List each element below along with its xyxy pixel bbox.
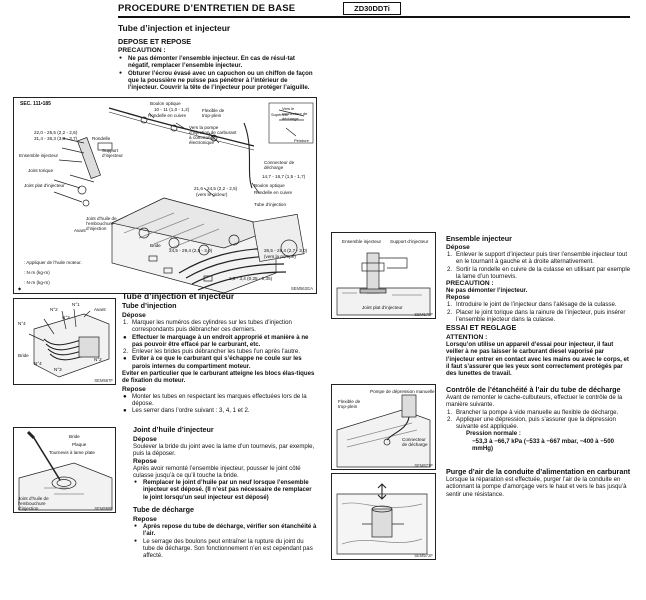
step-item: 1. Enlever le support d’injecteur puis tirer l’ensemble injecteur tout en le tournant à gauche et à droite alternativement. [447,251,628,266]
install-bullets [133,479,317,501]
install-label: Repose [446,294,470,302]
label-torque-b: 31,4 - 36,3 (3,3 - 3,7) [34,136,78,141]
legend-apply-oil: : Appliquer de l’huile moteur. [24,260,82,265]
label-torque-d: 21,6 - 24,5 (2,2 - 2,5) [194,186,238,191]
section-spill-tube [133,505,317,559]
bullet-item: ● Le serrage des boulons peut entraîner la rupture du joint du tube de décharge. Son fonctionnement n’en est cependant pas affecté. [133,538,317,560]
section-title: Purge d’air de la conduite d’alimentation en carburant [446,467,631,476]
section-injection-tube [122,291,318,415]
section-injector-assembly [446,234,632,323]
figure-injector-assembly [331,232,436,319]
step-item: 1. Introduire le joint de l’injecteur dans l’alésage de la culasse. [447,301,617,309]
install-label: Repose [133,457,157,465]
label-overflow-hose: Flexible de trop-plein [338,399,361,409]
precaution-item: ● Ne pas démonter l’ensemble injecteur. En cas de résul-tat négatif, remplacer l’ensemble injecteur. [118,55,313,70]
section-title: Joint d’huile d’injecteur [133,425,214,434]
precaution-item: ● Obturer l’écrou évasé avec un capuchon ou un chiffon de façon que la poussière ne puisse pas pénétrer à l’intérieur de l’injecteur. Couvrir la tête de l’injecteur pour protéger l’aiguille. [118,70,313,92]
figure-ref: SEM571F [414,463,433,468]
attention-text: Lorsqu’on utilise un appareil d’essai pour injecteur, il faut veiller à ne pas laisser le carburant diesel vaporisé par l’injecteur entrer en contact avec les mains ou avec le corps, et il faut s’assurer que les yeux sont correctement protégés par des lunettes de travail. [446,341,629,378]
legend-nm-2: : N·m (kg-m) [24,280,50,285]
attention-label: ATTENTION : [446,334,488,341]
engine-code-badge: ZD30DDTi [343,2,401,15]
label-clamp: Bride [18,353,29,358]
label-paint: Peinture [294,138,309,143]
precaution-list [118,55,313,91]
label-torque-e: 24,5 - 29,4 (2,5 - 3,0) [169,248,213,253]
section-title: Tube de décharge [133,505,194,514]
label-torque-c: 14,7 - 16,7 (1,5 - 1,7) [262,174,306,179]
install-steps [446,301,632,323]
install-bullets [133,523,317,559]
label-to-nozzle: (vers le gicleur) [196,192,228,197]
step-item: 2. Sortir la rondelle en cuivre de la culasse en utilisant par exemple la lame d’un tournevis. [447,265,631,280]
section-injector-oil-seal [133,425,317,501]
figure-ref: SEM572F [414,553,433,558]
label-no2b: N°2 [94,357,102,362]
figure-ref: SEM563GA [290,286,313,291]
label-front: Avant [74,228,86,233]
intro-text: Avant de remonter le cache-culbuteurs, effectuer le contrôle de la manière suivante. [446,394,623,409]
label-injection-oil-seal: Joint d’huile de l’embouchure d’injection [18,496,49,511]
label-front: Avant [94,307,106,312]
label-overflow-hose: Flexible de trop-plein [202,108,225,118]
vacuum-test-drawing [332,385,435,469]
subsection-title: Tube d’injection [122,301,177,310]
label-injector-gasket: Joint plat d’injecteur [24,183,65,188]
label-injector-support: Support d’injecteur [390,239,429,244]
label-injector-gasket: Joint plat d’injecteur [362,305,403,310]
priming-pump-drawing [332,474,435,559]
label-eye-bolt: Boulon optique [150,101,181,106]
figure-ref: SEM570F [414,312,433,317]
bleeding-text: Lorsque la réparation est effectuée, purger l’air de la conduite en actionnant la pompe d’amorçage vers le haut et vers le bas jusqu’à sentir une résistance. [446,476,627,498]
label-to-pump-2: (vers la pompe) [264,254,296,259]
figure-ref: SEM567F [94,378,113,383]
figure-ref: SEM568F [94,506,113,511]
section-title: Tube d’injection et injecteur [118,23,231,33]
pressure-value: −53,3 à −66,7 kPa (−533 à −667 mbar, −400 à −500 mmHg) [472,437,614,453]
label-upper: Supérieur [271,112,289,117]
install-label: Repose [122,385,146,393]
page-header-title: PROCEDURE D’ENTRETIEN DE BASE [118,3,296,14]
step-item: 1. Marquer les numéros des cylindres sur les tubes d’injection correspondants puis débrancher ces derniers. [123,319,292,334]
removal-label: Dépose [446,244,470,251]
bullet-item: ● Après repose du tube de décharge, vérifier son étanchéité à l’air. [133,523,317,538]
label-torque-top: 10 - 11 (1,0 - 1,2) [154,107,190,112]
label-washer: Rondelle [92,136,111,141]
precaution-label: PRECAUTION : [446,280,494,288]
label-plate: Plaque [72,442,87,447]
figure-tube-numbering [13,298,116,385]
label-no3b: N°3 [54,367,62,372]
label-injection-oil-seal: Joint d’huile de l’embouchure d’injection [86,216,117,231]
section-test-adjust [446,323,632,377]
label-copper-washer-2: Rondelle en cuivre [254,190,293,195]
figure-oil-seal-removal [13,427,116,513]
step-item: ● Effectuer le marquage à un endroit approprié et manière à ne pas pouvoir être effacé par le carburant, etc. [123,333,309,348]
install-label: Repose [133,516,157,523]
legend-nm: : N·m (kg-m) [24,270,50,275]
label-no4b: N°4 [34,361,42,366]
removal-steps [122,319,318,370]
label-copper-washer: Rondelle en cuivre [148,113,187,118]
step-item: ● Monter les tubes en respectant les marques effectuées lors de la dépose. [123,392,307,407]
precaution-label: PRECAUTION : [118,47,166,54]
precaution-text: Ne pas démonter l’injecteur. [446,287,528,295]
label-to-pump: Vers la pompe d’injection de carburant à commande électronique [189,125,237,145]
section-title: Contrôle de l’étanchéité à l’air du tube de décharge [446,385,621,394]
figure-priming-pump [331,473,436,560]
bullet-item: ● Remplacer le joint d’huile par un neuf lorsque l’ensemble injecteur est déposé. (Il n’est pas nécessaire de remplacer le joint lorsqu’un seul injecteur est déposé) [133,479,317,501]
label-to-spill: Vers le connecteur de décharge [282,106,308,121]
section-title: Ensemble injecteur [446,234,512,243]
section-injection-tube-injector [118,23,418,91]
label-clamp: Bride [69,434,80,439]
label-torque-a: 22,0 - 25,5 (2,2 - 2,6) [34,130,78,135]
pressure-label: Pression normale : [466,430,521,438]
label-no2a: N°2 [50,307,58,312]
removal-steps [446,251,632,280]
label-eye-bolt-2: Boulon optique [254,183,285,188]
note-text: Eviter en particulier que le carburant atteigne les blocs élas-tiques de fixation du moteur. [122,370,315,385]
label-torque-g: 2,5 - 3,4 (0,25 - 0,35) [229,276,273,281]
step-item: 2. Enlever les brides puis débrancher les tubes l’un après l’autre. [123,348,301,356]
install-steps [122,393,318,415]
label-spill-connector: Connecteur de décharge [402,437,428,447]
section-title: ESSAI ET REGLAGE [446,323,517,332]
label-no1: N°1 [72,302,80,307]
label-spill-connector: Connecteur de décharge [264,160,295,170]
label-torque-f: 26,5 - 29,4 (2,7 - 3,0) [264,248,308,253]
label-vacuum-pump: Pompe de dépression manuelle [370,389,435,394]
figure-vacuum-test [331,384,436,470]
label-screwdriver: Tournevis à lame plate [49,450,95,455]
check-steps [446,409,632,431]
section-spill-tube-leak-check [446,385,632,452]
label-no3a: N°3 [62,315,70,320]
install-text: Après avoir remonté l’ensemble injecteur, pousser le joint côté culasse jusqu’à ce qu’il touche la bride. [133,464,301,479]
removal-label: Dépose [133,436,157,443]
label-injector-assembly: Ensemble injecteur [342,239,382,244]
legend-oil-symbol: ◆ [18,286,22,291]
step-item: 2. Appliquer une dépression, puis s’assurer que la dépression suivante est appliquée. [447,415,616,431]
label-injection-tube: Tube d’injection [254,202,287,207]
label-injector-support: Support d’injecteur [102,148,123,158]
step-item: ● Les serrer dans l’ordre suivant : 3, 4, 1 et 2. [123,407,250,415]
label-clamp: Bride [150,243,161,248]
label-o-ring: Joint torique [28,168,54,173]
step-item: ● Eviter à ce que le carburant qui s’échappe ne coule sur les parois internes du compartiment moteur. [123,355,302,370]
removal-text: Soulever la bride du joint avec la lame d’un tournevis, par exemple, puis la déposer. [133,443,315,458]
step-item: 2. Placer le joint torique dans la rainure de l’injecteur, puis insérer l’ensemble injecteur dans la culasse. [447,308,626,324]
section-fuel-line-bleeding [446,467,632,498]
section-title: Tube d’injection et injecteur [122,291,235,301]
section-subtitle: DEPOSE ET REPOSE [118,37,192,46]
figure-injector-exploded-view [13,97,317,294]
header-rule [118,16,630,18]
step-item: 1. Brancher la pompe à vide manuelle au flexible de décharge. [447,408,619,416]
removal-label: Dépose [122,312,146,319]
label-no4: N°4 [18,321,26,326]
fig-section-ref: SEC. 111•185 [20,101,51,107]
label-injector-assembly: Ensemble injecteur [19,153,59,158]
